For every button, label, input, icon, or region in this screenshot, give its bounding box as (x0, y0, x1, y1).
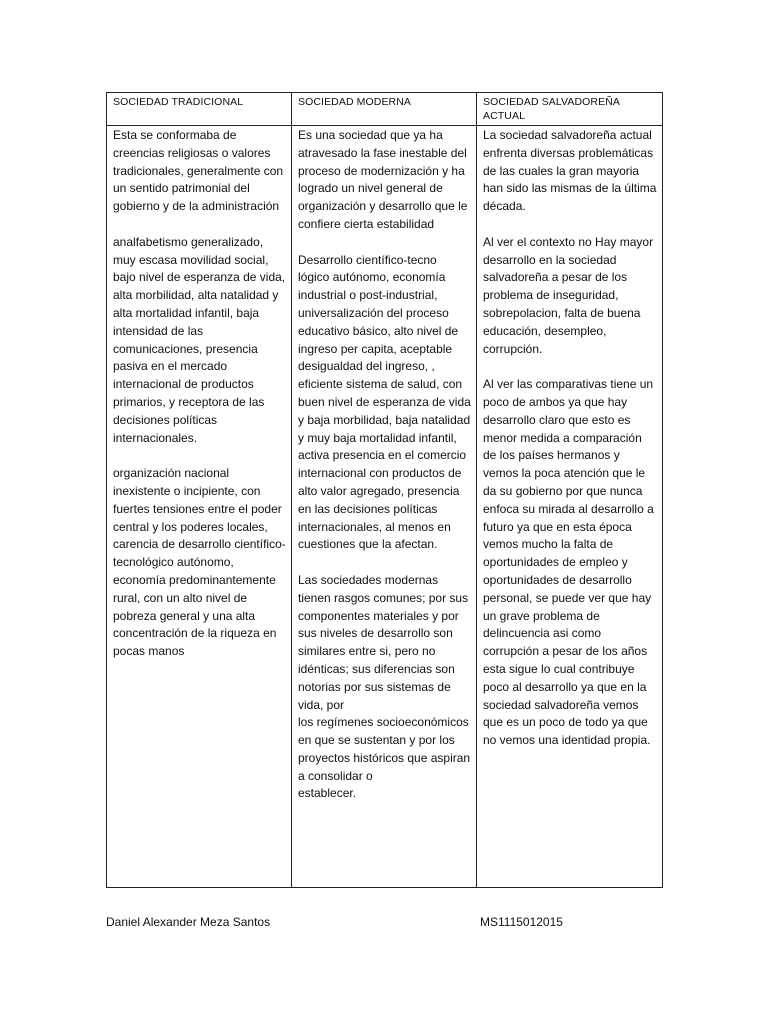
paragraph: Las sociedades modernas tienen rasgos comunes; por sus componentes materiales y por sus niveles de desarrollo son similares entre si, pero no idénticas; sus diferencias son notorias por sus sistemas de vida, por los regímenes socioeconómicos en que se sustentan y por los proyectos históricos que aspiran a consolidar o establecer. (298, 572, 471, 801)
table-row (107, 126, 663, 888)
comparison-table (106, 92, 663, 888)
paragraph: Esta se conformaba de creencias religiosas o valores tradicionales, generalmente con un sentido patrimonial del gobierno y de la administración (113, 128, 284, 214)
footer-author-name: Daniel Alexander Meza Santos (106, 915, 271, 929)
cell-sociedad-moderna (292, 126, 477, 888)
paragraph: analfabetismo generalizado, muy escasa movilidad social, bajo nivel de esperanza de vida, alta morbilidad, alta natalidad y alta mortalidad infantil, baja intensidad de las comunicaciones, presencia pasiva en el mercado internacional de productos primarios, y receptora de las decisiones políticas internacionales. (113, 234, 286, 445)
paragraph: organización nacional inexistente o incipiente, con fuertes tensiones entre el poder central y los poderes locales, carencia de desarrollo científico-tecnológico autónomo, economía predominantemente rural, con un alto nivel de pobreza general y una alta concentración de la riqueza en pocas manos (113, 466, 286, 659)
cell-sociedad-salvadorena-actual (477, 126, 663, 888)
header-sociedad-moderna: SOCIEDAD MODERNA (292, 93, 477, 126)
cell-sociedad-tradicional (107, 126, 292, 888)
header-sociedad-tradicional: SOCIEDAD TRADICIONAL (107, 93, 292, 126)
paragraph: Al ver las comparativas tiene un poco de ambos ya que hay desarrollo claro que esto es menor medida a comparación de los países hermanos y vemos la poca atención que le da su gobierno por que nunca enfoca su mirada al desarrollo a futuro ya que en esta época vemos mucho la falta de oportunidades de empleo y oportunidades de desarrollo personal, se puede ver que hay un grave problema de delincuencia asi como corrupción a pesar de los años esta sigue lo cual contribuye poco al desarrollo ya que en la sociedad salvadoreña vemos que es un poco de todo ya que no vemos una identidad propia. (483, 377, 654, 748)
paragraph: Desarrollo científico-tecno lógico autónomo, economía industrial o post-industrial, universalización del proceso educativo básico, alto nivel de ingreso per capita, aceptable desigualdad del ingreso, , eficiente sistema de salud, con buen nivel de esperanza de vida y baja morbilidad, baja natalidad y muy baja mortalidad infantil, activa presencia en el comercio internacional con productos de alto valor agregado, presencia en las decisiones políticas internacionales, al menos en cuestiones que la afectan. (298, 252, 471, 552)
header-sociedad-salvadorena-actual: SOCIEDAD SALVADOREÑA ACTUAL (477, 93, 663, 126)
footer-student-id: MS1115012015 (480, 915, 563, 929)
table-header-row (107, 93, 663, 126)
paragraph: Al ver el contexto no Hay mayor desarrollo en la sociedad salvadoreña a pesar de los problema de inseguridad, sobrepolacion, falta de buena educación, desempleo, corrupción. (483, 234, 654, 356)
paragraph: Es una sociedad que ya ha atravesado la fase inestable del proceso de modernización y ha logrado un nivel general de organización y desarrollo que le confiere cierta estabilidad (298, 128, 468, 231)
paragraph: La sociedad salvadoreña actual enfrenta diversas problemáticas de las cuales la gran mayoria han sido las mismas de la última década. (483, 128, 657, 214)
